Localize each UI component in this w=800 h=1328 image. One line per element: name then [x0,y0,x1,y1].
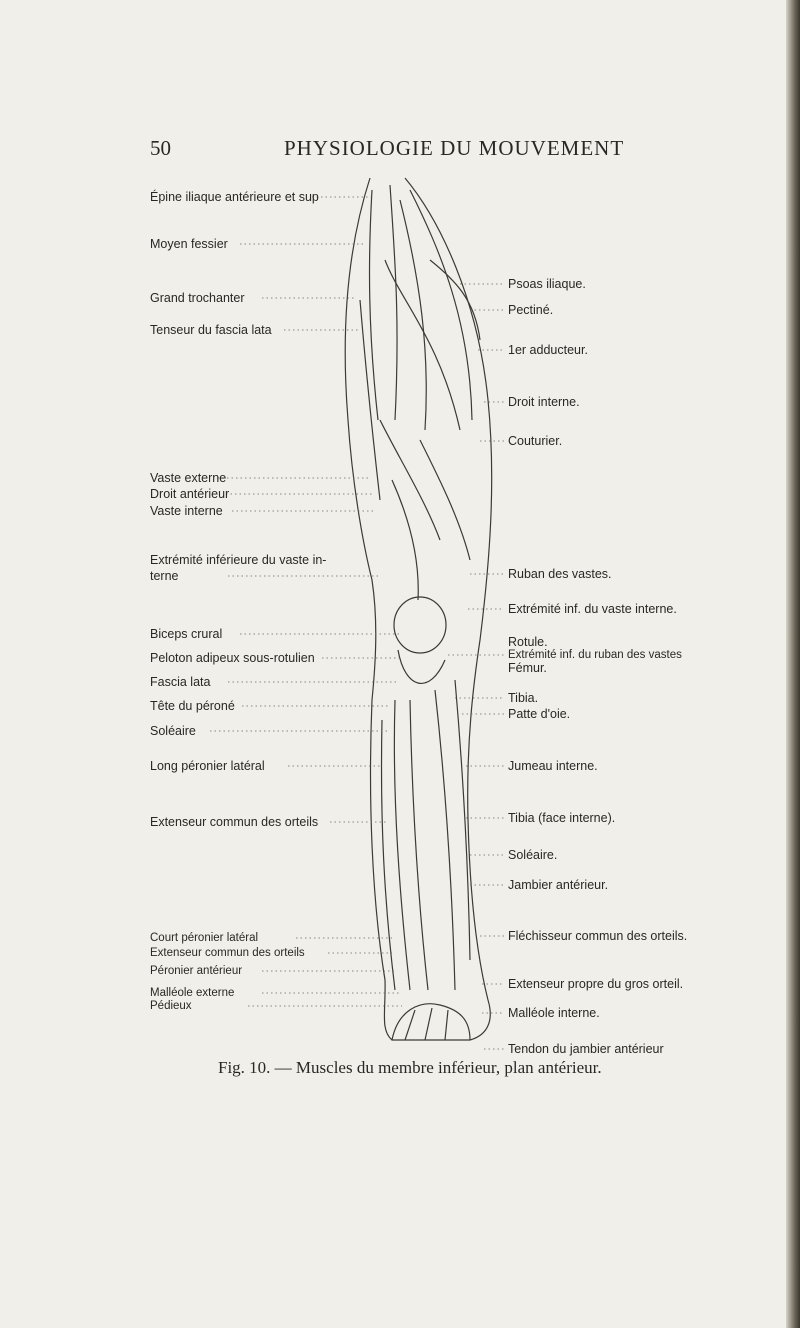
label-extremite-inf-vaste-interne: Extrémité inf. du vaste interne. [508,602,677,616]
label-jambier-anterieur: Jambier antérieur. [508,878,609,892]
label-malleole-interne: Malléole interne. [508,1006,600,1020]
label-vaste-interne: Vaste interne [150,504,223,518]
label-court-peronier: Court péronier latéral [150,932,259,944]
label-vaste-externe: Vaste externe [150,471,227,485]
label-peloton-adipeux: Peloton adipeux sous-rotulien [150,651,315,665]
label-premier-adducteur: 1er adducteur. [508,343,588,357]
label-long-peronier: Long péronier latéral [150,759,265,773]
page-number: 50 [150,136,171,160]
label-tenseur-fascia-lata: Tenseur du fascia lata [150,323,272,337]
label-extremite-ruban-vastes: Extrémité inf. du ruban des vastes [508,649,682,661]
label-soleaire-right: Soléaire. [508,848,558,862]
running-title: PHYSIOLOGIE DU MOUVEMENT [284,136,625,160]
label-psoas-iliaque: Psoas iliaque. [508,277,586,291]
label-peronier-anterieur: Péronier antérieur [150,965,243,977]
label-rotule: Rotule. [508,635,548,649]
label-droit-interne: Droit interne. [508,395,580,409]
label-extremite-vaste-interne-cont: terne [150,569,179,583]
label-extenseur-propre: Extenseur propre du gros orteil. [508,977,684,991]
label-extenseur-commun-lower: Extenseur commun des orteils [150,947,305,959]
label-extenseur-commun-upper: Extenseur commun des orteils [150,815,319,829]
leg-outline [345,178,491,1040]
label-couturier: Couturier. [508,434,563,448]
label-patte-doie: Patte d'oie. [508,707,571,721]
label-soleaire-left: Soléaire [150,724,196,738]
label-ruban-vastes: Ruban des vastes. [508,567,612,581]
label-extremite-vaste-interne: Extrémité inférieure du vaste in- [150,553,327,567]
label-malleole-externe: Malléole externe [150,987,235,999]
label-epine-iliaque: Épine iliaque antérieure et sup [150,190,319,204]
label-grand-trochanter: Grand trochanter [150,291,245,305]
label-tibia-face-interne: Tibia (face interne). [508,811,616,825]
label-tendon-jambier: Tendon du jambier antérieur [508,1042,664,1056]
label-fascia-lata: Fascia lata [150,675,211,689]
label-pectine: Pectiné. [508,303,554,317]
figure-caption: Fig. 10. — Muscles du membre inférieur, plan antérieur. [218,1058,602,1077]
label-droit-anterieur: Droit antérieur [150,487,230,501]
label-jumeau-interne: Jumeau interne. [508,759,598,773]
label-biceps-crural: Biceps crural [150,627,223,641]
label-flechisseur-commun: Fléchisseur commun des orteils. [508,929,688,943]
label-moyen-fessier: Moyen fessier [150,237,228,251]
label-tete-perone: Tête du péroné [150,699,235,713]
label-tibia: Tibia. [508,691,539,705]
label-pedieux: Pédieux [150,1000,192,1012]
label-femur: Fémur. [508,661,547,675]
